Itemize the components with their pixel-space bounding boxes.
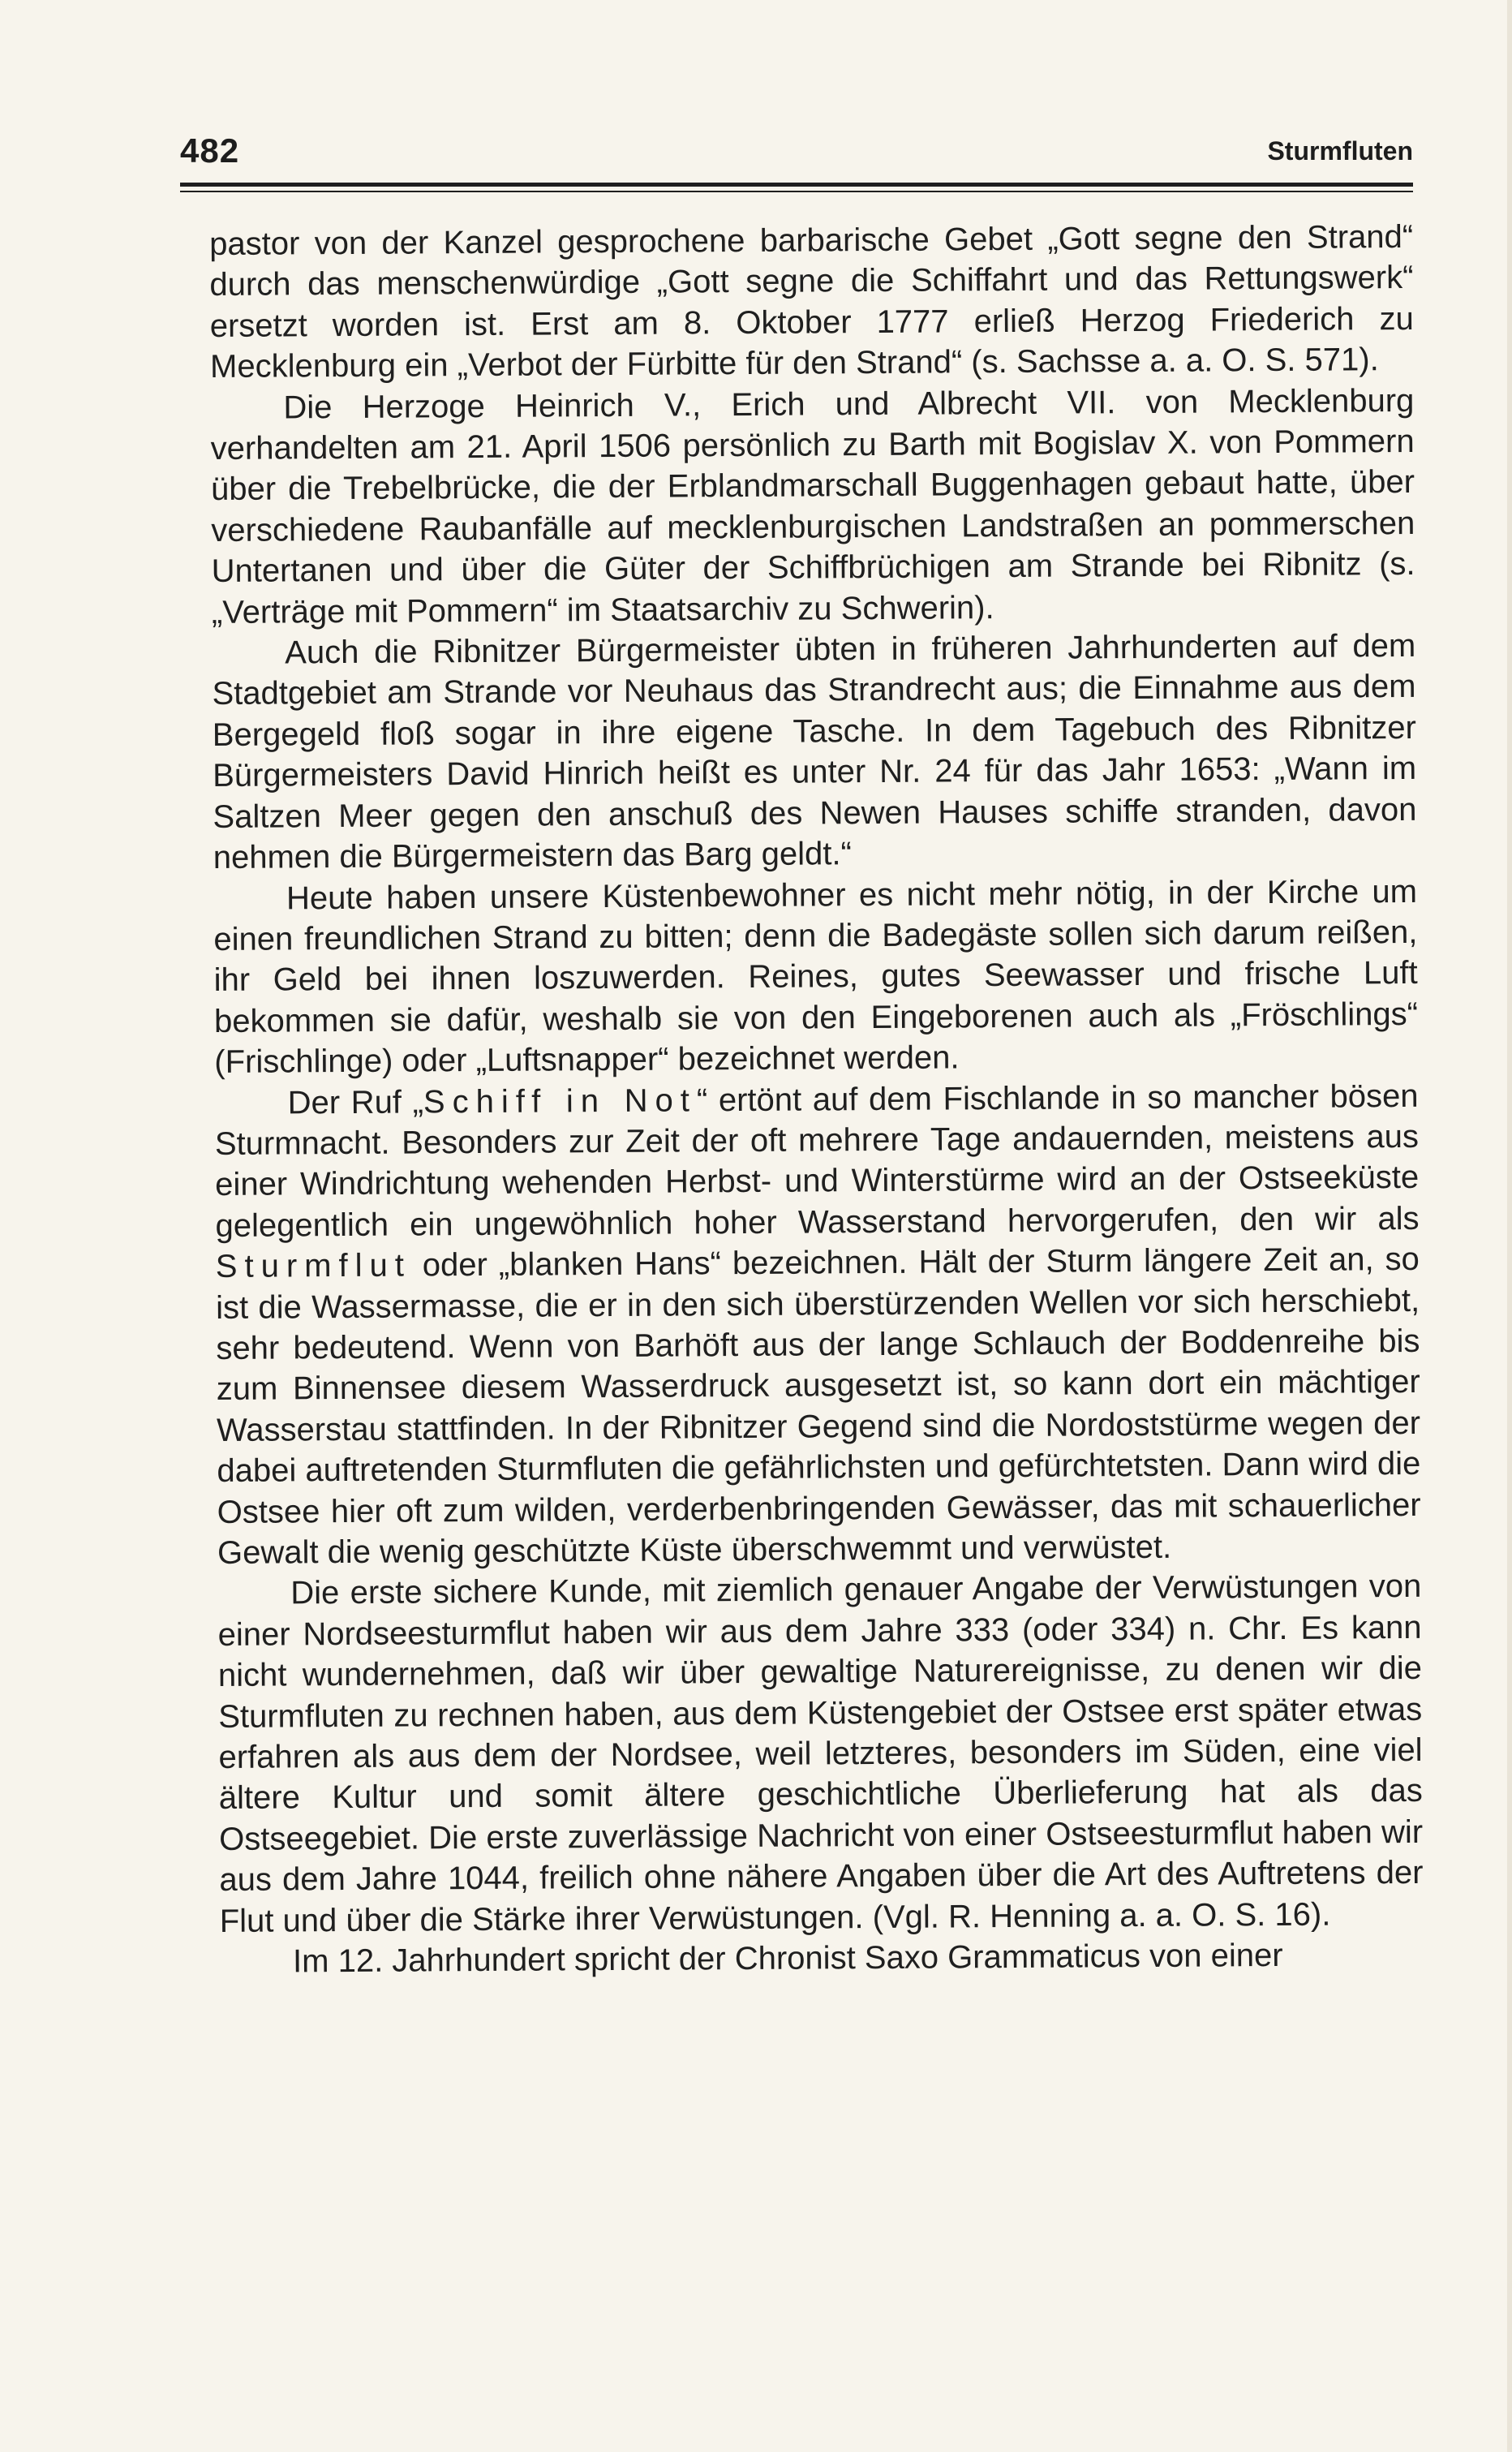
paragraph-1-text: pastor von der Kanzel gesprochene barbarische Gebet „Gott segne den Strand“ durch das menschenwürdige „Gott segne die Schiffahrt und das Rettungswerk“ ersetzt worden ist. Erst am 8. Oktober 1777 erließ Herzog Friederich zu Mecklenburg ein „Verbot der Fürbitte für den Strand“ (s. Sachsse a. a. O. S. 571).: [209, 218, 1414, 385]
body-text: [209, 217, 1424, 1982]
paragraph-2: [210, 381, 1415, 633]
header-rule-thin: [180, 191, 1413, 192]
spaced-term-sturmflut: Sturmflut: [215, 1247, 412, 1285]
paragraph-2-text: Die Herzoge Heinrich V., Erich und Albrecht VII. von Mecklenburg verhandelten am 21. April 1506 persönlich zu Barth mit Bogislav X. von Pommern über die Trebelbrücke, die der Erblandmarschall Buggenhagen gebaut hatte, über verschiedene Raubanfälle auf mecklenburgischen Landstraßen an pommerschen Untertanen und über die Güter der Schiffbrüchigen am Strande bei Ribnitz (s. „Verträge mit Pommern“ im Staatsarchiv zu Schwerin).: [210, 382, 1415, 630]
paragraph-7-text: Im 12. Jahrhundert spricht der Chronist Saxo Grammaticus von einer: [292, 1938, 1283, 1980]
paragraph-5: [214, 1075, 1421, 1573]
paragraph-1: [209, 217, 1414, 388]
paragraph-6-text: Die erste sichere Kunde, mit ziemlich genauer Angabe der Verwüstungen von einer Nordseesturmflut haben wir aus dem Jahre 333 (oder 334) n. Chr. Es kann nicht wundernehmen, daß wir über gewaltige Naturereignisse, zu denen wir die Sturmfluten zu rechnen haben, aus dem Küstengebiet der Ostsee erst später etwas erfahren als aus dem der Nordsee, weil letzteres, besonders im Süden, eine viel ältere Kultur und somit ältere geschichtliche Überlieferung hat als das Ostseegebiet. Die erste zuverlässige Nachricht von einer Ostseesturmflut haben wir aus dem Jahre 1044, freilich ohne nähere Angaben über die Art des Auftretens der Flut und über die Stärke ihrer Verwüstungen. (Vgl. R. Henning a. a. O. S. 16).: [217, 1568, 1424, 1939]
paragraph-5-text-c: oder „blanken Hans“ bezeichnen. Hält der Sturm längere Zeit an, so ist die Wassermasse, die er in den sich überstürzenden Wellen vor sich herschiebt, sehr bedeutend. Wenn von Barhöft aus der lange Schlauch der Boddenreihe bis zum Binnensee diesem Wasserdruck ausgesetzt ist, so kann dort ein mächtiger Wasserstau stattfinden. In der Ribnitzer Gegend sind die Nordoststürme wegen der dabei auftretenden Sturmfluten die gefährlichsten und gefürchtetsten. Dann wird die Ostsee hier oft zum wilden, verderbenbringenden Gewässer, das mit schauerlicher Gewalt die wenig geschützte Küste überschwemmt und verwüstet.: [216, 1241, 1421, 1571]
paragraph-3: [212, 626, 1417, 878]
running-head: Sturmfluten: [1267, 136, 1413, 166]
paragraph-7: [220, 1934, 1424, 1982]
paragraph-5-text-b: “ ertönt auf dem Fischlande in so mancher bösen Sturmnacht. Besonders zur Zeit der oft mehrere Tage andauernden, meistens aus einer Windrichtung wehenden Herbst- und Winterstürme wird an der Ostseeküste gelegentlich ein ungewöhnlich hoher Wasserstand hervorgerufen, den wir als: [214, 1078, 1420, 1244]
paragraph-6: [217, 1566, 1424, 1942]
page-number: 482: [180, 131, 240, 170]
paragraph-5-text-a: Der Ruf „: [287, 1083, 424, 1121]
paragraph-3-text: Auch die Ribnitzer Bürgermeister übten in früheren Jahrhunderten auf dem Stadtgebiet am Strande vor Neuhaus das Strandrecht aus; die Einnahme aus dem Bergegeld floß sogar in ihre eigene Tasche. In dem Tagebuch des Ribnitzer Bürgermeisters David Hinrich heißt es unter Nr. 24 für das Jahr 1653: „Wann im Saltzen Meer gegen den anschuß des Newen Hauses schiffe stranden, davon nehmen die Bürgermeistern das Barg geldt.“: [212, 627, 1417, 876]
paragraph-4-text: Heute haben unsere Küstenbewohner es nicht mehr nötig, in der Kirche um einen freundlichen Strand zu bitten; denn die Badegäste sollen sich darum reißen, ihr Geld bei ihnen loszuwerden. Reines, gutes Seewasser und frische Luft bekommen sie dafür, weshalb sie von den Eingeborenen auch als „Fröschlings“ (Frischlinge) oder „Luftsnapper“ bezeichnet werden.: [213, 873, 1419, 1081]
page-header: [180, 131, 1413, 188]
paragraph-4: [213, 871, 1419, 1082]
header-rule-thick: [180, 183, 1413, 187]
spaced-term-schiff-in-not: Schiff in Not: [423, 1082, 698, 1120]
